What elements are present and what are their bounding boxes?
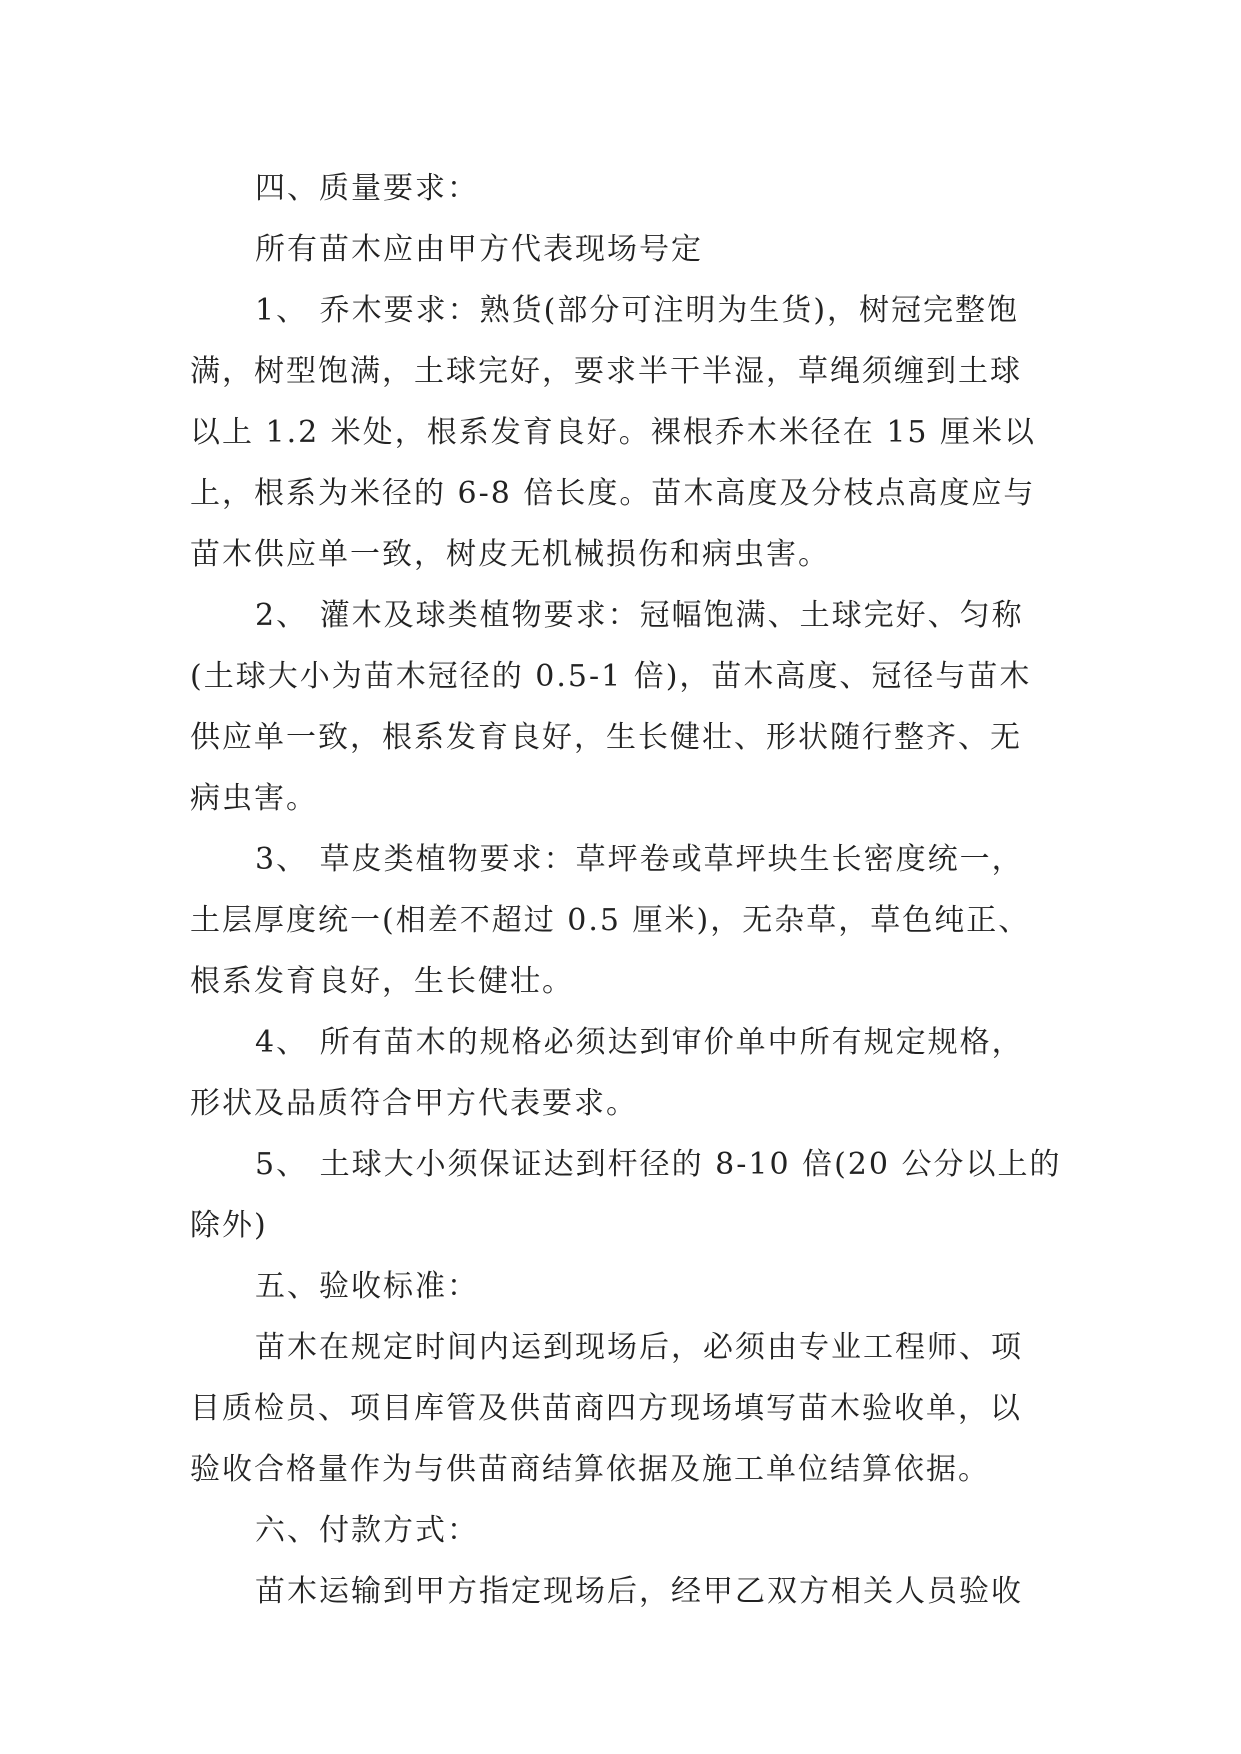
list-item-2-line: 供应单一致，根系发育良好，生长健壮、形状随行整齐、无	[190, 720, 1022, 755]
paragraph-line: 所有苗木应由甲方代表现场号定	[255, 232, 703, 267]
paragraph-line: 目质检员、项目库管及供苗商四方现场填写苗木验收单，以	[190, 1391, 1022, 1426]
paragraph-line: 验收合格量作为与供苗商结算依据及施工单位结算依据。	[190, 1452, 990, 1487]
section-heading-quality-requirements: 四、质量要求：	[255, 171, 479, 206]
section-heading-acceptance-standard: 五、验收标准：	[255, 1269, 479, 1304]
list-item-3-line: 土层厚度统一(相差不超过 0.5 厘米)，无杂草，草色纯正、	[190, 903, 1031, 938]
paragraph-line: 苗木在规定时间内运到现场后，必须由专业工程师、项	[255, 1330, 1023, 1365]
list-item-5-line: 5、 土球大小须保证达到杆径的 8-10 倍(20 公分以上的	[255, 1147, 1062, 1182]
list-item-3-line: 3、 草皮类植物要求：草坪卷或草坪块生长密度统一，	[255, 842, 1024, 877]
list-item-2-line: 2、 灌木及球类植物要求：冠幅饱满、土球完好、匀称	[255, 598, 1024, 633]
list-item-3-line: 根系发育良好，生长健壮。	[190, 964, 574, 999]
list-item-2-line: 病虫害。	[190, 781, 318, 816]
list-item-1-line: 以上 1.2 米处，根系发育良好。裸根乔木米径在 15 厘米以	[190, 415, 1037, 450]
paragraph-line: 苗木运输到甲方指定现场后，经甲乙双方相关人员验收	[255, 1574, 1023, 1609]
list-item-1-line: 苗木供应单一致，树皮无机械损伤和病虫害。	[190, 537, 830, 572]
document-body	[190, 158, 1062, 1622]
list-item-4-line: 4、 所有苗木的规格必须达到审价单中所有规定规格，	[255, 1025, 1024, 1060]
list-item-1-line: 满，树型饱满，土球完好，要求半干半湿，草绳须缠到土球	[190, 354, 1022, 389]
list-item-1-line: 1、 乔木要求：熟货(部分可注明为生货)，树冠完整饱	[255, 293, 1020, 328]
section-heading-payment-method: 六、付款方式：	[255, 1513, 479, 1548]
list-item-4-line: 形状及品质符合甲方代表要求。	[190, 1086, 638, 1121]
list-item-2-line: (土球大小为苗木冠径的 0.5-1 倍)，苗木高度、冠径与苗木	[190, 659, 1032, 694]
list-item-5-line: 除外)	[190, 1208, 268, 1243]
list-item-1-line: 上，根系为米径的 6-8 倍长度。苗木高度及分枝点高度应与	[190, 476, 1036, 511]
